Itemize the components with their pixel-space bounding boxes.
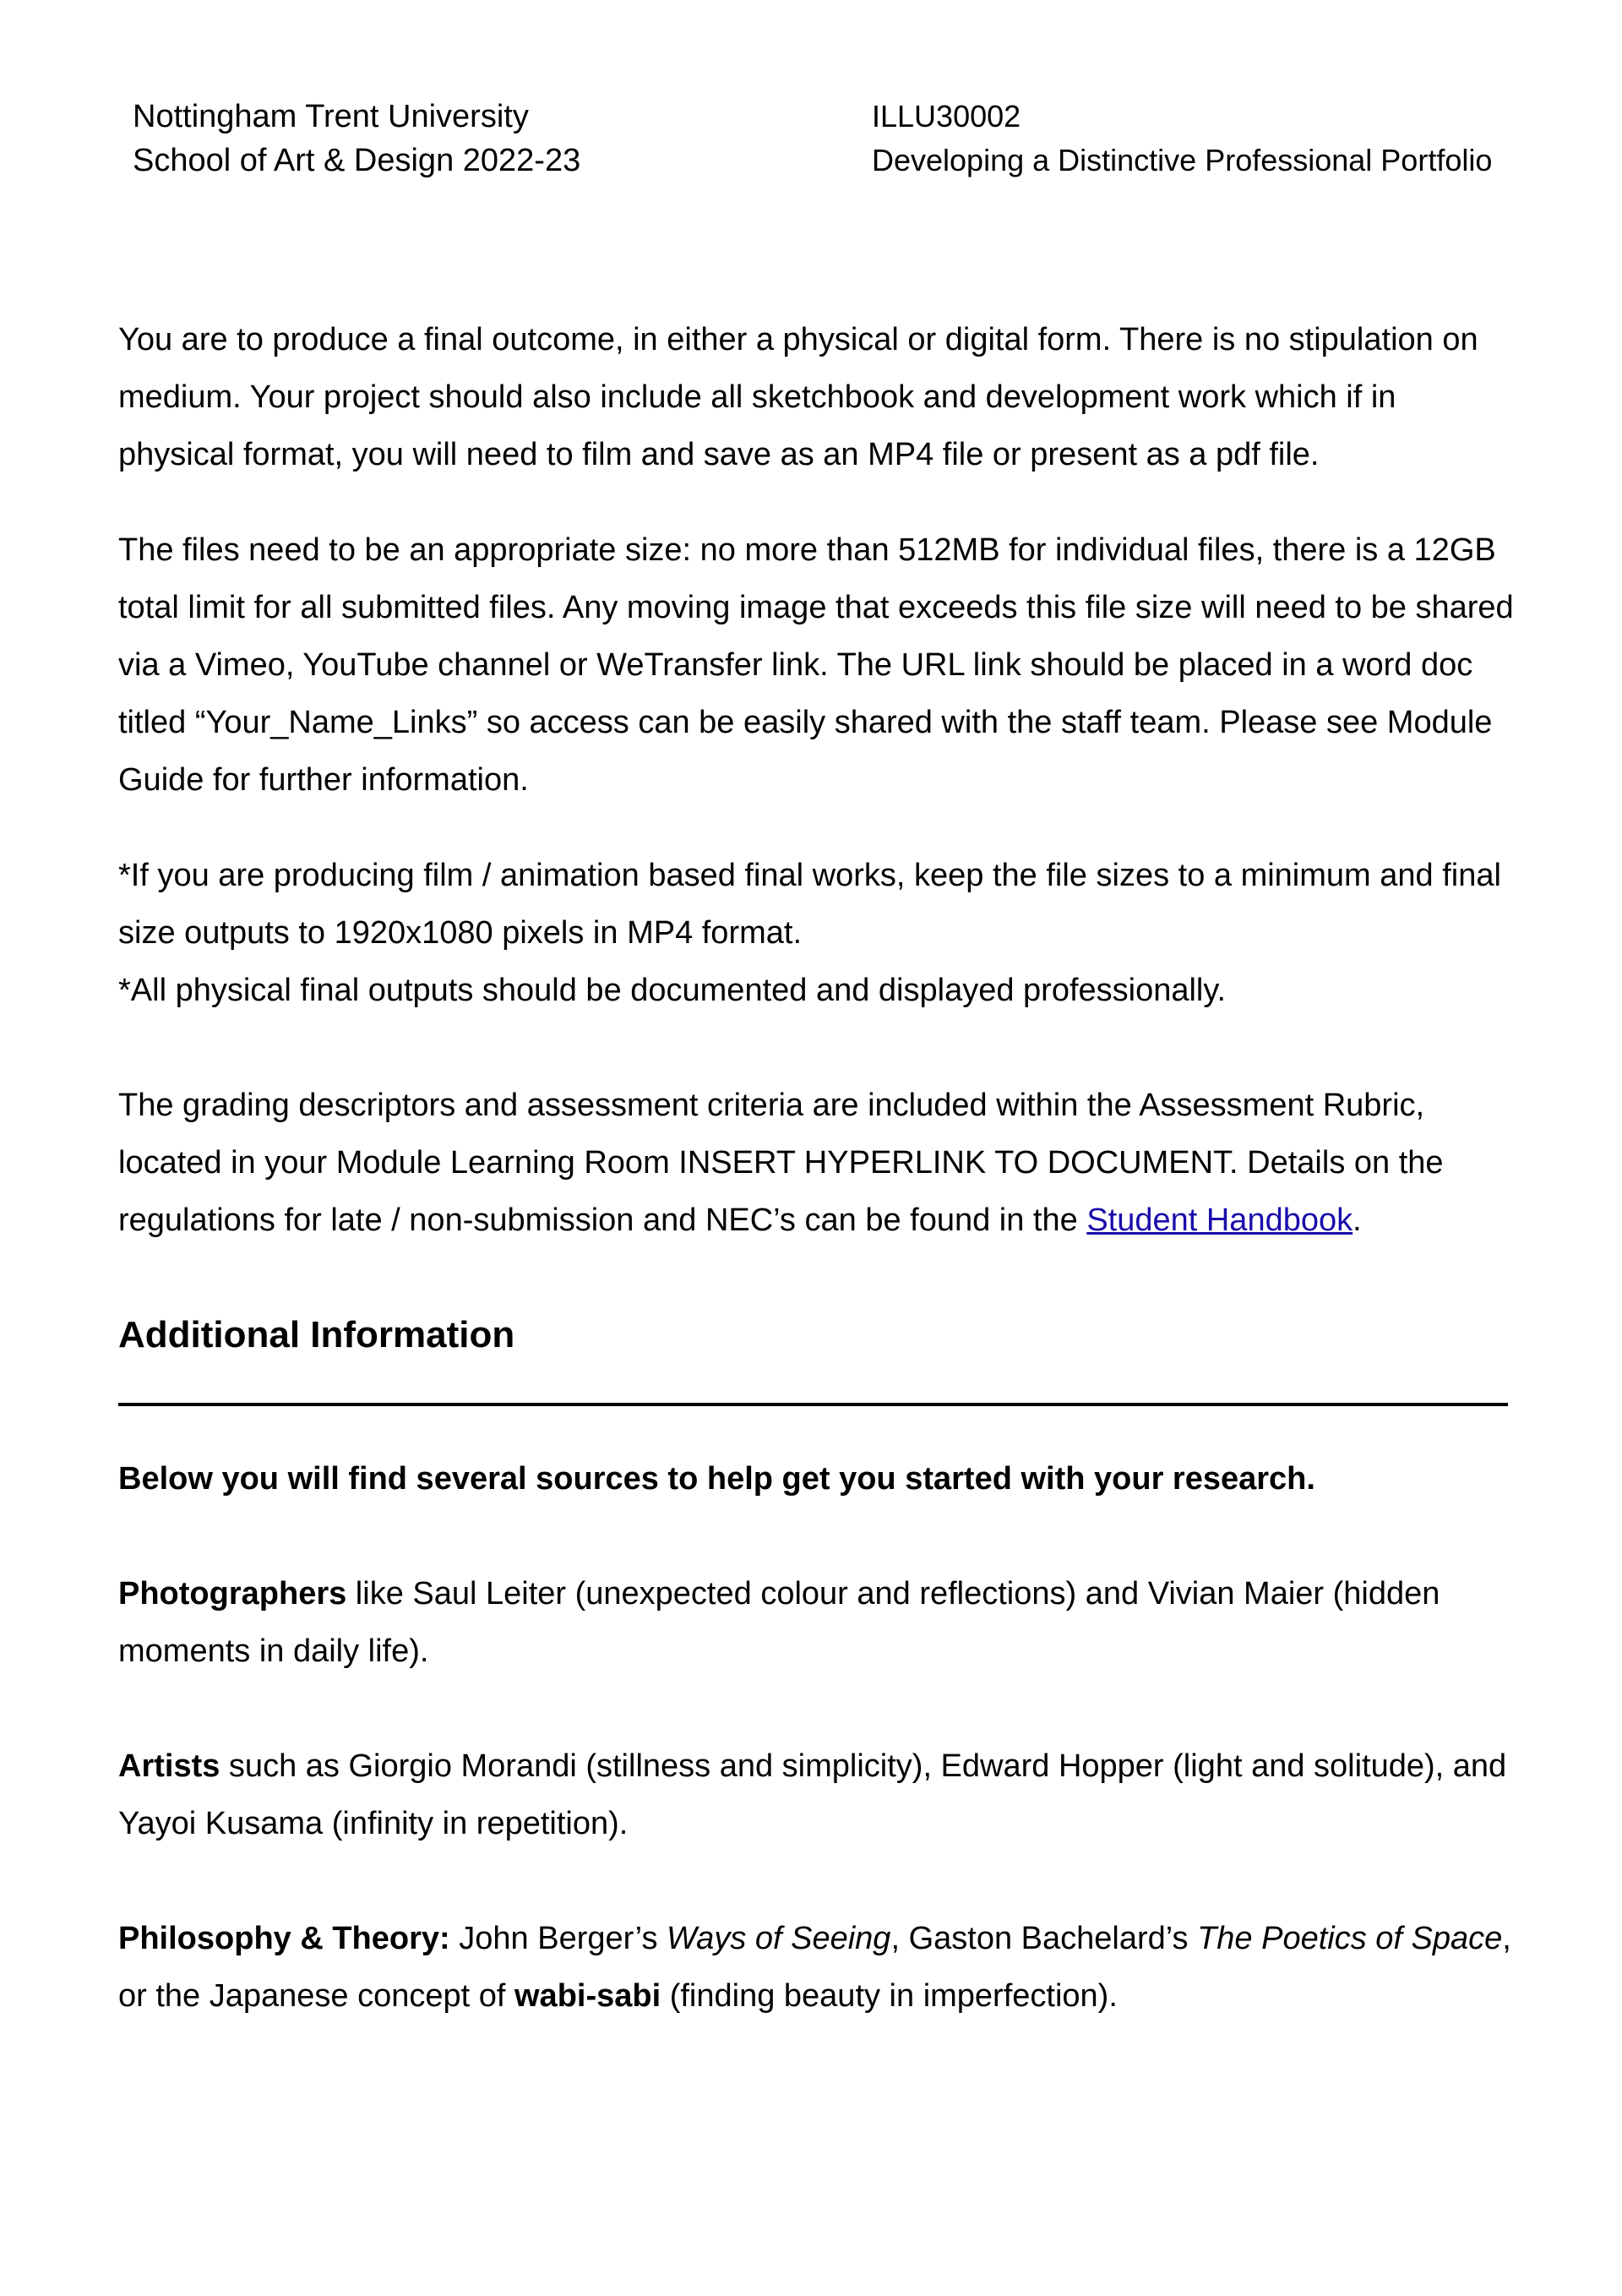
artists-paragraph: [118, 1737, 1521, 1852]
school-year: School of Art & Design 2022-23: [133, 143, 581, 178]
photographers-text: like Saul Leiter (unexpected colour and reflections) and Vivian Maier (hidden moments in daily life).: [118, 1576, 1440, 1669]
philosophy-label: Philosophy & Theory:: [118, 1921, 450, 1956]
research-intro: Below you will find several sources to help get you started with your research.: [118, 1461, 1315, 1497]
artists-text: such as Giorgio Morandi (stillness and simplicity), Edward Hopper (light and solitude), and Yayoi Kusama (infinity in repetition).: [118, 1748, 1507, 1841]
document-body: [118, 311, 1521, 2025]
photographers-paragraph: [118, 1565, 1521, 1680]
university-name: Nottingham Trent University: [133, 99, 529, 134]
module-title: Developing a Distinctive Professional Portfolio: [872, 143, 1493, 177]
philosophy-text-2: , Gaston Bachelard’s: [890, 1921, 1198, 1956]
paragraph-film-note: *If you are producing film / animation based final works, keep the file sizes to a minimum and final size outputs to 1920x1080 pixels in MP4 format.: [118, 858, 1501, 951]
paragraph-grading: [118, 1077, 1521, 1249]
paragraph-final-outcome: You are to produce a final outcome, in either a physical or digital form. There is no stipulation on medium. Your project should also include all sketchbook and development work which if in physical format, you will need to film and save as an MP4 file or present as a pdf file.: [118, 322, 1478, 472]
poetics-of-space-title: The Poetics of Space: [1197, 1921, 1503, 1956]
grading-end: .: [1353, 1203, 1362, 1238]
additional-information-heading: Additional Information: [118, 1314, 515, 1355]
grading-text: The grading descriptors and assessment criteria are included within the Assessment Rubric, located in your Module Learning Room INSERT HYPERLINK TO DOCUMENT. Details on the regulations for late / non-submission and NEC’s can be found in the: [118, 1088, 1444, 1238]
photographers-label: Photographers: [118, 1576, 347, 1612]
philosophy-text-4: (finding beauty in imperfection).: [661, 1978, 1118, 2014]
student-handbook-link[interactable]: Student Handbook: [1086, 1203, 1353, 1238]
header-module: [872, 95, 1492, 183]
paragraph-physical-note: *All physical final outputs should be documented and displayed professionally.: [118, 973, 1227, 1008]
ways-of-seeing-title: Ways of Seeing: [667, 1921, 891, 1956]
module-code: ILLU30002: [872, 99, 1021, 134]
artists-label: Artists: [118, 1748, 220, 1784]
philosophy-text-1: John Berger’s: [449, 1921, 667, 1956]
header-institution: [133, 95, 580, 183]
philosophy-paragraph: [118, 1910, 1521, 2025]
wabi-sabi-term: wabi-sabi: [514, 1978, 661, 2014]
philosophy-text-3: , or the Japanese concept of: [118, 1921, 1511, 2014]
paragraph-file-size: The files need to be an appropriate size: no more than 512MB for individual files, there is a 12GB total limit for all submitted files. Any moving image that exceeds this file size will need to be shared via a Vimeo, YouTube channel or WeTransfer link. The URL link should be placed in a word doc titled “Your_Name_Links” so access can be easily shared with the staff team. Please see Module Guide for further information.: [118, 532, 1514, 798]
